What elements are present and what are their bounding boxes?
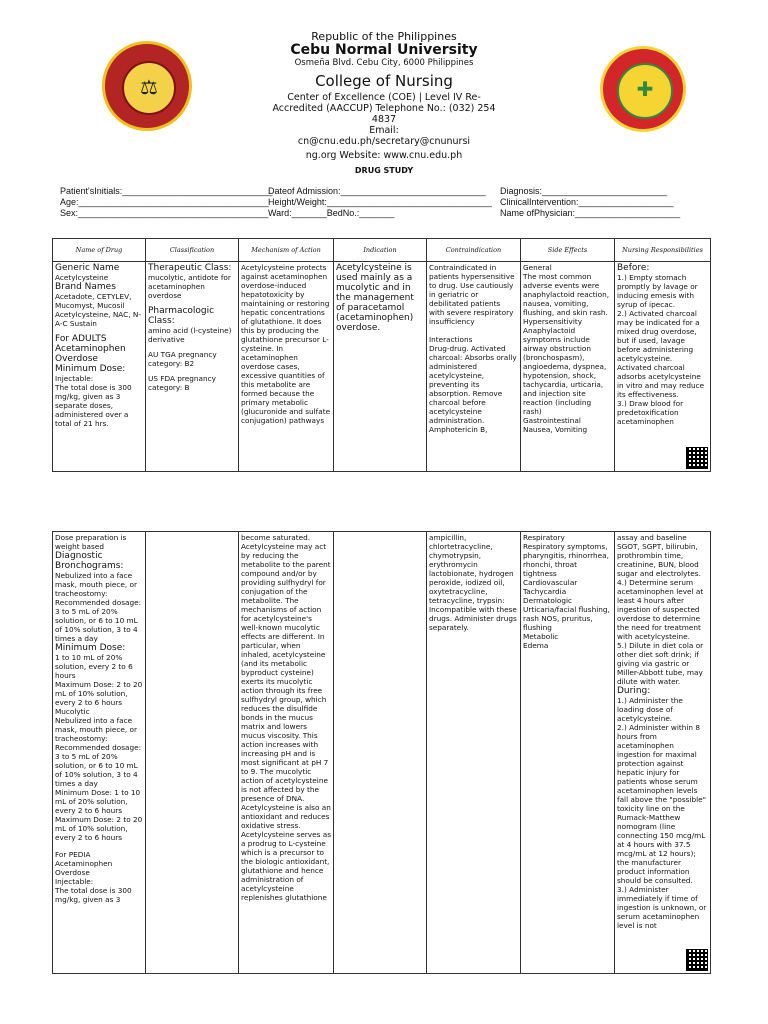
cell-classification (146, 262, 239, 472)
adults-label: For ADULTS (55, 334, 107, 344)
qr-code-icon (686, 949, 708, 971)
cell-mechanism (239, 532, 334, 974)
table-header-row (53, 239, 711, 262)
telephone-line: 4837 (371, 114, 397, 125)
mucolytic-dose-text: 1 to 10 mL of 20% solution, every 2 to 6 hours Maximum Dose: 2 to 20 mL of 10% solution, every 2 to 6 hours Mucolytic Nebulized into a face mask, mouth piece, or tracheostomy: Recommended dosage: 3 to 5 mL of 20% solution, or 6 to 10 mL of 10% solution, 3 to 4 times a day Minimum Dose: 1 to 10 mL of 20% solution, every 2 to 6 hours Maximum Dose: 2 to 20 mL of 10% solution, every 2 to 6 hours (55, 653, 143, 842)
university-address: Osmeña Blvd. Cebu City, 6000 Philippines (294, 58, 474, 68)
header-nursing-responsibilities: Nursing Responsibilities (615, 239, 711, 262)
generic-name: Acetylcysteine (55, 273, 109, 282)
injectable-label: Injectable: (55, 374, 94, 383)
patient-initials-field: Patient'sInitials:______________________________ (60, 186, 273, 196)
cell-nursing (615, 532, 711, 974)
physician-field: Name ofPhysician:_____________________ (500, 208, 681, 218)
accreditation-line-1: Center of Excellence (COE) | Level IV Re- (287, 92, 481, 103)
drug-study-table-page-1 (52, 238, 711, 472)
brand-names-label: Brand Names (55, 282, 116, 292)
ward-bed-field: Ward:_______BedNo.:_______ (268, 208, 395, 218)
document-title: DRUG STUDY (354, 166, 414, 175)
nursing-text: 1.) Empty stomach promptly by lavage or inducing emesis with syrup of ipecac. 2.) Activated charcoal may be indicated for a mixed drug overdose, but if used, lavage before administering acetylcysteine. Activated charcoal adsorbs acetylcysteine in vitro and may reduce its effectiveness. 3.) Draw blood for predetoxification acetaminophen (617, 273, 705, 426)
date-admission-field: Dateof Admission:_____________________________ (268, 186, 486, 196)
cell-indication (334, 262, 427, 472)
brand-names: Acetadote, CETYLEV, Mucomyst, Mucosil Acetylcysteine, NAC, N-A-C Sustain (55, 292, 141, 328)
cell-name-of-drug (53, 262, 146, 472)
us-pregnancy-category: US FDA pregnancy category: B (148, 374, 216, 392)
cell-side-effects (521, 532, 615, 974)
pharmacologic-class-label: Pharmacologic Class: (148, 306, 215, 326)
minimum-dose-label: Minimum Dose: (55, 643, 126, 653)
diagnosis-field: Diagnosis:_________________________ (500, 186, 668, 196)
cell-classification (146, 532, 239, 974)
mechanism-text: Acetylcysteine protects against acetaminophen overdose-induced hepatotoxicity by maintaining or restoring hepatic concentrations of glutathione. It does this by producing the glutathione precursor L-cysteine. In acetaminophen overdose cases, excessive quantities of this metabolite are formed because the primary metabolic (glucuronide and sulfate conjugation) pathways (241, 263, 331, 425)
nursing-text: assay and baseline SGOT, SGPT, bilirubin, prothrombin time, creatinine, BUN, blood sugar and electrolytes. 4.) Determine serum acetaminophen level at least 4 hours after ingestion of suspected overdose to determine the need for treatment with acetylcysteine. 5.) Dilute in diet cola or other diet soft drink; if giving via gastric or Miller-Abbott tube, may dilute with water. (617, 533, 704, 686)
header-indication: Indication (334, 239, 427, 262)
overdose-label: Acetaminophen Overdose (55, 344, 126, 364)
college-name: College of Nursing (315, 72, 453, 90)
side-effects-text: Respiratory Respiratory symptoms, pharyngitis, rhinorrhea, rhonchi, throat tightness Cardiovascular Tachycardia Dermatologic Urticaria/facial flushing, rash NOS, pruritus, flushing Metabolic Edema (523, 533, 610, 650)
diagnostic-bronchograms-label: Diagnostic Bronchograms: (55, 551, 124, 571)
height-weight-field: Height/Weight:_________________________________ (268, 197, 493, 207)
website-line: ng.org Website: www.cnu.edu.ph (305, 150, 463, 161)
minimum-dose-label: Minimum Dose: (55, 364, 126, 374)
mechanism-text: become saturated. Acetylcysteine may act by reducing the metabolite to the parent compound and/or by providing sulfhydryl for conjugation of the metabolite. The mechanisms of action for acetylcysteine's well-known mucolytic effects are different. In particular, when inhaled, acetylcysteine (and its metabolic byproduct cysteine) exerts its mucolytic action through its free sulfhydryl group, which reduces the disulfide bonds in the mucus matrix and lowers mucus viscosity. This action increases with increasing pH and is most significant at pH 7 to 9. The mucolytic action of acetylcysteine is not affected by the presence of DNA. Acetylcysteine is also an antioxidant and reduces oxidative stress. Acetylcysteine serves as a prodrug to L-cysteine which is a precursor to the biologic antioxidant, glutathione and hence administration of acetylcysteine replenishes glutathione (241, 533, 332, 902)
table-row (53, 532, 711, 974)
republic-line: Republic of the Philippines (311, 30, 457, 43)
cell-name-of-drug (53, 532, 146, 974)
header-mechanism: Mechanism of Action (239, 239, 334, 262)
email-label: Email: (369, 125, 399, 136)
pharmacologic-class: amino acid (l-cysteine) derivative (148, 326, 232, 344)
therapeutic-class-label: Therapeutic Class: (148, 263, 232, 273)
pedia-dose-text: For PEDIA Acetaminophen Overdose Injectable: The total dose is 300 mg/kg, given as 3 (55, 850, 132, 904)
cell-side-effects (521, 262, 615, 472)
drug-study-table-page-2 (52, 531, 711, 974)
indication-text: Acetylcysteine is used mainly as a mucolytic and in the management of paracetamol (acetaminophen) overdose. (336, 263, 414, 333)
cell-mechanism (239, 262, 334, 472)
cell-nursing (615, 262, 711, 472)
header-side-effects: Side Effects (521, 239, 615, 262)
dose-text: The total dose is 300 mg/kg, given as 3 separate doses, administered over a total of 21 hrs. (55, 383, 132, 428)
therapeutic-class: mucolytic, antidote for acetaminophen overdose (148, 273, 231, 300)
contraindication-text: ampicillin, chlortetracycline, chymotrypsin, erythromycin lactobionate, hydrogen peroxide, iodized oil, oxytetracycline, tetracycline, trypsin: Incompatible with these drugs. Administer drugs separately. (429, 533, 517, 632)
contraindication-text: Contraindicated in patients hypersensitive to drug. Use cautiously in geriatric or debilitated patients with severe respiratory insufficiency Interactions Drug-drug. Activated charcoal: Absorbs orally administered acetylcysteine, preventing its absorption. Remove charcoal before acetylcysteine administration. Amphotericin B, (429, 263, 517, 434)
cell-contraindication (427, 262, 521, 472)
qr-code-icon (686, 447, 708, 469)
sex-field: Sex:______________________________________ (60, 208, 269, 218)
diagnostic-bronchograms-text: Nebulized into a face mask, mouth piece, or tracheostomy: Recommended dosage: 3 to 5 mL of 20% solution, or 6 to 10 mL of 10% solution, 3 to 4 times a day (55, 571, 142, 643)
side-effects-text: General The most common adverse events were anaphylactoid reaction, nausea, vomiting, flushing, and skin rash. Hypersensitivity Anaphylactoid symptoms include airway obstruction (bronchospasm), angioedema, dyspnea, hypotension, shock, tachycardia, urticaria, and injection site reaction (including rash) Gastrointestinal Nausea, Vomiting (523, 263, 610, 434)
university-seal-logo: ⚖ (102, 41, 192, 131)
university-name: Cebu Normal University (290, 42, 478, 58)
email-address: cn@cnu.edu.ph/secretary@cnunursi (297, 136, 471, 147)
college-of-nursing-logo: ✚ (600, 46, 686, 132)
during-label: During: (617, 686, 651, 696)
cell-indication (334, 532, 427, 974)
header-classification: Classification (146, 239, 239, 262)
header-name-of-drug: Name of Drug (53, 239, 146, 262)
accreditation-line-2: Accredited (AACCUP) Telephone No.: (032) 254 (272, 103, 496, 114)
generic-name-label: Generic Name (55, 263, 120, 273)
during-text: 1.) Administer the loading dose of acetylcysteine. 2.) Administer within 8 hours from acetaminophen ingestion for maximal protection against hepatic injury for patients whose serum acetaminophen levels fall above the "possible" toxicity line on the Rumack-Matthew nomogram (line connecting 150 mcg/mL at 4 hours with 37.5 mcg/mL at 12 hours); the manufacturer product information should be consulted. 3.) Administer immediately if time of ingestion is unknown, or serum acetaminophen level is not (617, 696, 707, 930)
age-field: Age:______________________________________ (60, 197, 269, 207)
clinical-intervention-field: ClinicalIntervention:___________________ (500, 197, 674, 207)
cell-contraindication (427, 532, 521, 974)
header-contraindication: Contraindication (427, 239, 521, 262)
au-pregnancy-category: AU TGA pregnancy category: B2 (148, 350, 217, 368)
before-label: Before: (617, 263, 650, 273)
table-row (53, 262, 711, 472)
dose-preparation: Dose preparation is weight based (55, 533, 127, 551)
